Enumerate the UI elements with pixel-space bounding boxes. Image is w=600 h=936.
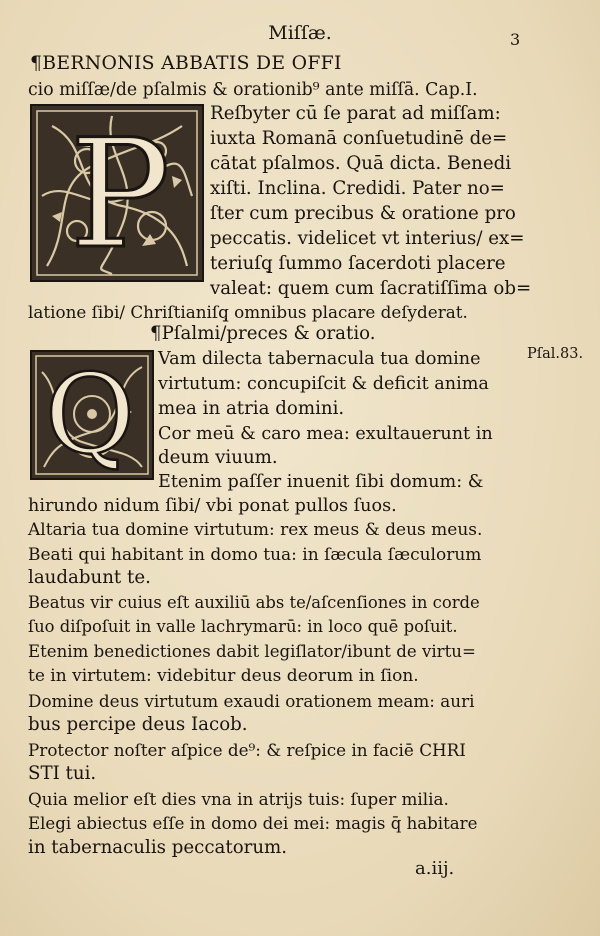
text-line: virtutum: concupiſcit & deficit anima bbox=[158, 374, 489, 394]
text-line: teriuſq̧ ſummo ſacerdoti placere bbox=[210, 253, 506, 274]
decorated-initial-p bbox=[30, 104, 204, 282]
text-line: te in virtutem: videbitur deus deorum in ſion. bbox=[28, 666, 419, 686]
text-line: cātat pſalmos. Quā dicta. Benedi bbox=[210, 153, 512, 174]
text-line: Elegi abiectus eſſe in domo dei mei: magis q̄ habitare bbox=[28, 814, 478, 833]
text-line: Etenim paſſer inuenit ſibi domum: & bbox=[158, 472, 484, 492]
text-line: Etenim benedictiones dabit legiſlator/ibunt de virtu= bbox=[28, 642, 476, 661]
text-line: mea in atria domini. bbox=[158, 398, 345, 419]
text-line: xiſti. Inclina. Credidi. Pater no= bbox=[210, 178, 505, 199]
chapter-heading-line-1: ¶BERNONIS ABBATIS DE OFFI bbox=[30, 53, 342, 74]
text-line: bus percipe deus Iacob. bbox=[28, 714, 248, 735]
running-head: Miſſæ. bbox=[268, 22, 332, 44]
text-line: valeat: quem cum ſacratiſſima ob= bbox=[210, 278, 532, 299]
text-line: hirundo nidum ſibi/ vbi ponat pullos ſuos. bbox=[28, 496, 397, 516]
text-line: ſuo diſpoſuit in valle lachrymarū: in loco quē poſuit. bbox=[28, 617, 458, 636]
text-line: Beati qui habitant in domo tua: in ſæcula ſæculorum bbox=[28, 545, 482, 565]
decorated-initial-q bbox=[30, 350, 154, 480]
text-line: in tabernaculis peccatorum. bbox=[28, 837, 288, 858]
marginal-note: Pſal.83. bbox=[527, 346, 584, 362]
chapter-heading-line-2: cio miſſæ/de pſalmis & orationib⁹ ante miſſā. Cap.I. bbox=[28, 80, 478, 100]
initial-p-ornament bbox=[32, 106, 202, 280]
initial-q-ornament bbox=[32, 352, 152, 478]
initial-p-letter: P bbox=[69, 108, 171, 280]
text-line: laudabunt te. bbox=[28, 567, 151, 588]
text-line: deum viuum. bbox=[158, 447, 278, 468]
text-line: Vam dilecta tabernacula tua domine bbox=[158, 349, 481, 369]
text-line: Protector noſter aſpice de⁹: & reſpice in faciē CHRI bbox=[28, 740, 466, 760]
section-rubric: ¶Pſalmi/preces & oratio. bbox=[150, 323, 376, 344]
text-line: iuxta Romanā conſuetudinē de= bbox=[210, 128, 508, 149]
text-line: peccatis. videlicet vt interius/ ex= bbox=[210, 228, 525, 249]
text-line: Altaria tua domine virtutum: rex meus & deus meus. bbox=[28, 520, 483, 540]
text-line: Beatus vir cuius eſt auxiliū abs te/aſcenſiones in corde bbox=[28, 593, 480, 612]
text-line: ſter cum precibus & oratione pro bbox=[210, 203, 516, 224]
text-line: latione ſibi/ Chriſtianiſq̧ omnibus placare deſyderat. bbox=[28, 302, 468, 322]
text-line: Cor meū & caro mea: exultauerunt in bbox=[158, 424, 493, 444]
text-line: Reſbyter cū ſe parat ad miſſam: bbox=[210, 103, 501, 124]
text-line: Quia melior eſt dies vna in atrijs tuis: ſuper milia. bbox=[28, 789, 449, 809]
initial-q-letter: Q bbox=[44, 352, 136, 478]
text-line: STI tui. bbox=[28, 763, 97, 784]
signature-mark: a.iij. bbox=[415, 858, 455, 879]
text-line: Domine deus virtutum exaudi orationem meam: auri bbox=[28, 691, 475, 711]
folio-number: 3 bbox=[510, 30, 521, 49]
